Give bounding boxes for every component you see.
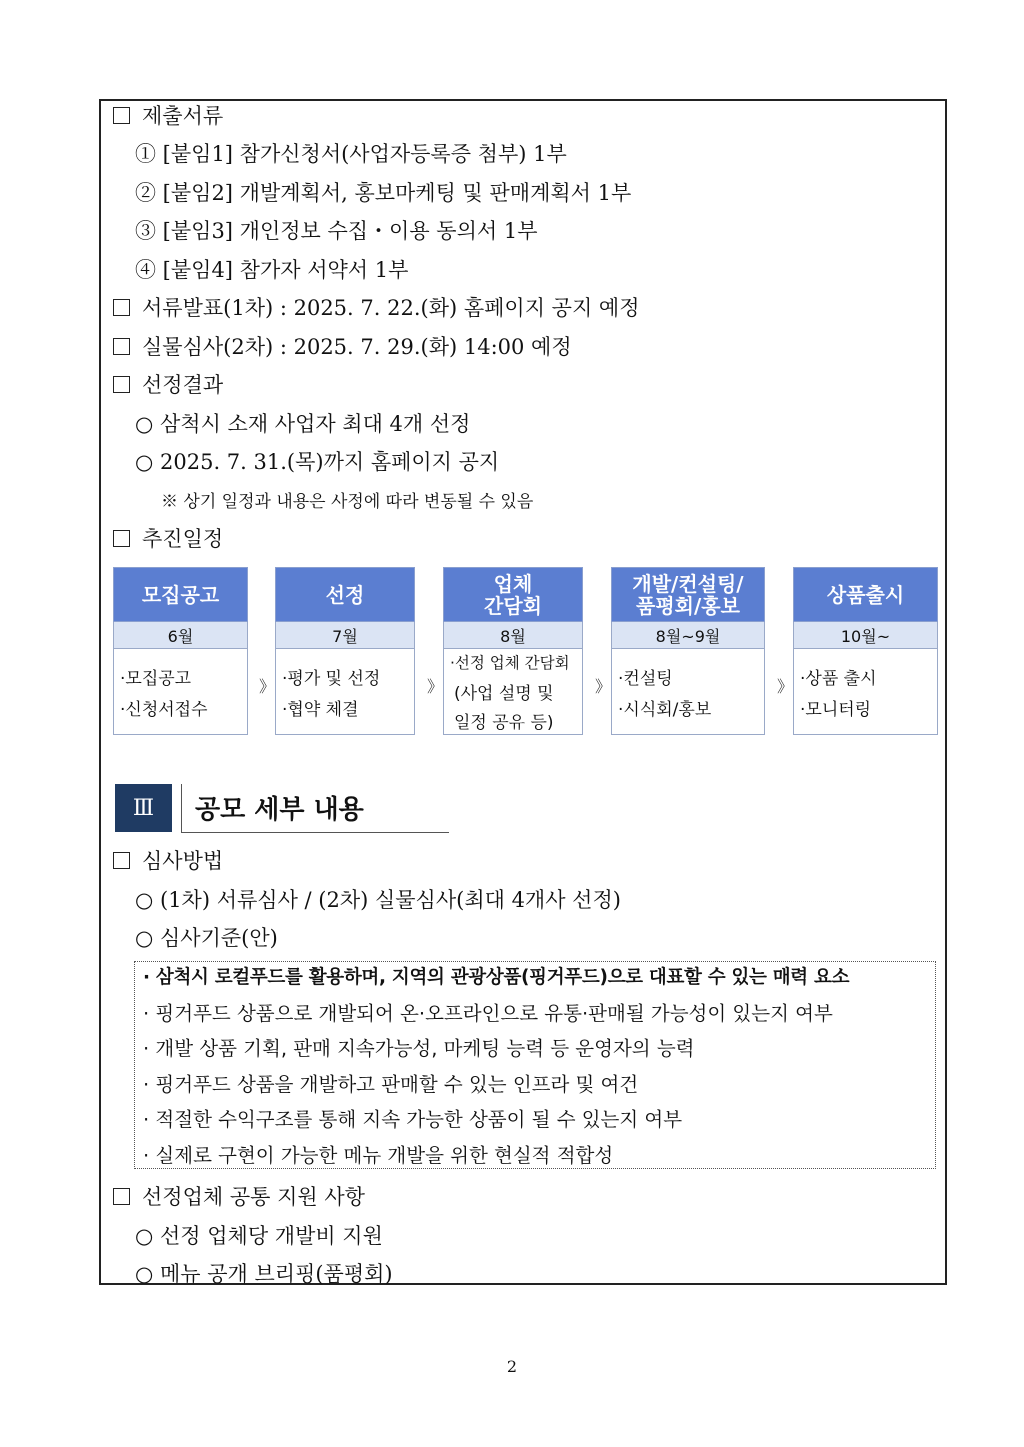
checkbox-square-icon xyxy=(113,1188,130,1205)
checkbox-square-icon xyxy=(113,107,130,124)
criteria-item: · 핑거푸드 상품을 개발하고 판매할 수 있는 인프라 및 여건 xyxy=(143,1073,639,1096)
docs-heading: 제출서류 xyxy=(113,103,223,129)
section-underline xyxy=(181,832,449,833)
selection-heading: 선정결과 xyxy=(113,372,223,398)
criteria-item: · 핑거푸드 상품으로 개발되어 온·오프라인으로 유통·판매될 가능성이 있는지 여부 xyxy=(143,1002,833,1025)
checkbox-square-icon xyxy=(113,299,130,316)
review-heading: 심사방법 xyxy=(113,848,223,874)
checkbox-square-icon xyxy=(113,530,130,547)
step-line: ·시식회/홍보 xyxy=(618,700,712,720)
checkbox-square-icon xyxy=(113,376,130,393)
step-body xyxy=(443,649,583,735)
criteria-item: · 실제로 구현이 가능한 메뉴 개발을 위한 현실적 적합성 xyxy=(143,1144,614,1167)
arrow-icon: 》 xyxy=(595,677,612,696)
criteria-item: · 적절한 수익구조를 통해 지속 가능한 상품이 될 수 있는지 여부 xyxy=(143,1108,683,1131)
schedule-heading: 추진일정 xyxy=(113,526,223,552)
section-title: 공모 세부 내용 xyxy=(195,795,364,825)
arrow-icon: 》 xyxy=(259,677,276,696)
docs-item: ① [붙임1] 참가신청서(사업자등록증 첨부) 1부 xyxy=(135,142,567,166)
step-title: 업체 간담회 xyxy=(443,567,583,622)
section-divider xyxy=(181,784,182,832)
step-body xyxy=(113,649,248,735)
criteria-box xyxy=(134,961,936,1169)
arrow-icon: 》 xyxy=(427,677,444,696)
step-line: (사업 설명 및 xyxy=(454,684,554,704)
review-item: ○ (1차) 서류심사 / (2차) 실물심사(최대 4개사 선정) xyxy=(135,888,621,912)
step-line: ·모니터링 xyxy=(800,700,872,720)
step-line: ·상품 출시 xyxy=(800,669,877,689)
docs-item: ④ [붙임4] 참가자 서약서 1부 xyxy=(135,258,409,282)
step-month: 8월~9월 xyxy=(611,622,765,649)
docs-item: ② [붙임2] 개발계획서, 홍보마케팅 및 판매계획서 1부 xyxy=(135,181,632,205)
criteria-item: · 삼척시 로컬푸드를 활용하며, 지역의 관광상품(핑거푸드)으로 대표할 수 있는 매력 요소 xyxy=(143,967,850,988)
content-frame xyxy=(99,99,947,1285)
step-line: ·신청서접수 xyxy=(120,700,208,720)
step-line: ·모집공고 xyxy=(120,669,192,689)
step-title: 선정 xyxy=(275,567,415,622)
checkbox-square-icon xyxy=(113,852,130,869)
step-month: 7월 xyxy=(275,622,415,649)
checkbox-square-icon xyxy=(113,338,130,355)
section-number: Ⅲ xyxy=(115,784,172,832)
step-title: 개발/컨설팅/ 품평회/홍보 xyxy=(611,567,765,622)
step-line: ·컨설팅 xyxy=(618,669,673,689)
criteria-item: · 개발 상품 기획, 판매 지속가능성, 마케팅 능력 등 운영자의 능력 xyxy=(143,1037,695,1060)
step-title: 모집공고 xyxy=(113,567,248,622)
review-item: ○ 심사기준(안) xyxy=(135,926,278,950)
step-line: ·평가 및 선정 xyxy=(282,669,381,689)
step-month: 6월 xyxy=(113,622,248,649)
support-item: ○ 선정 업체당 개발비 지원 xyxy=(135,1224,383,1248)
arrow-icon: 》 xyxy=(777,677,794,696)
selection-item: ○ 삼척시 소재 사업자 최대 4개 선정 xyxy=(135,412,471,436)
support-item: ○ 메뉴 공개 브리핑(품평회) xyxy=(135,1262,393,1286)
page-number: 2 xyxy=(506,1357,518,1376)
step-body xyxy=(275,649,415,735)
selection-item: ○ 2025. 7. 31.(목)까지 홈페이지 공지 xyxy=(135,450,500,474)
step-title: 상품출시 xyxy=(793,567,938,622)
step-month: 10월~ xyxy=(793,622,938,649)
selection-note: ※ 상기 일정과 내용은 사정에 따라 변동될 수 있음 xyxy=(161,492,534,512)
step-line: 일정 공유 등) xyxy=(454,713,554,733)
step-line: ·협약 체결 xyxy=(282,700,359,720)
step-line: ·선정 업체 간담회 xyxy=(450,654,570,672)
support-heading: 선정업체 공통 지원 사항 xyxy=(113,1184,365,1210)
field-review-line: 실물심사(2차) : 2025. 7. 29.(화) 14:00 예정 xyxy=(113,334,572,360)
step-body xyxy=(793,649,938,735)
step-month: 8월 xyxy=(443,622,583,649)
docs-item: ③ [붙임3] 개인정보 수집・이용 동의서 1부 xyxy=(135,219,538,243)
step-body xyxy=(611,649,765,735)
doc-result-line: 서류발표(1차) : 2025. 7. 22.(화) 홈페이지 공지 예정 xyxy=(113,295,640,321)
